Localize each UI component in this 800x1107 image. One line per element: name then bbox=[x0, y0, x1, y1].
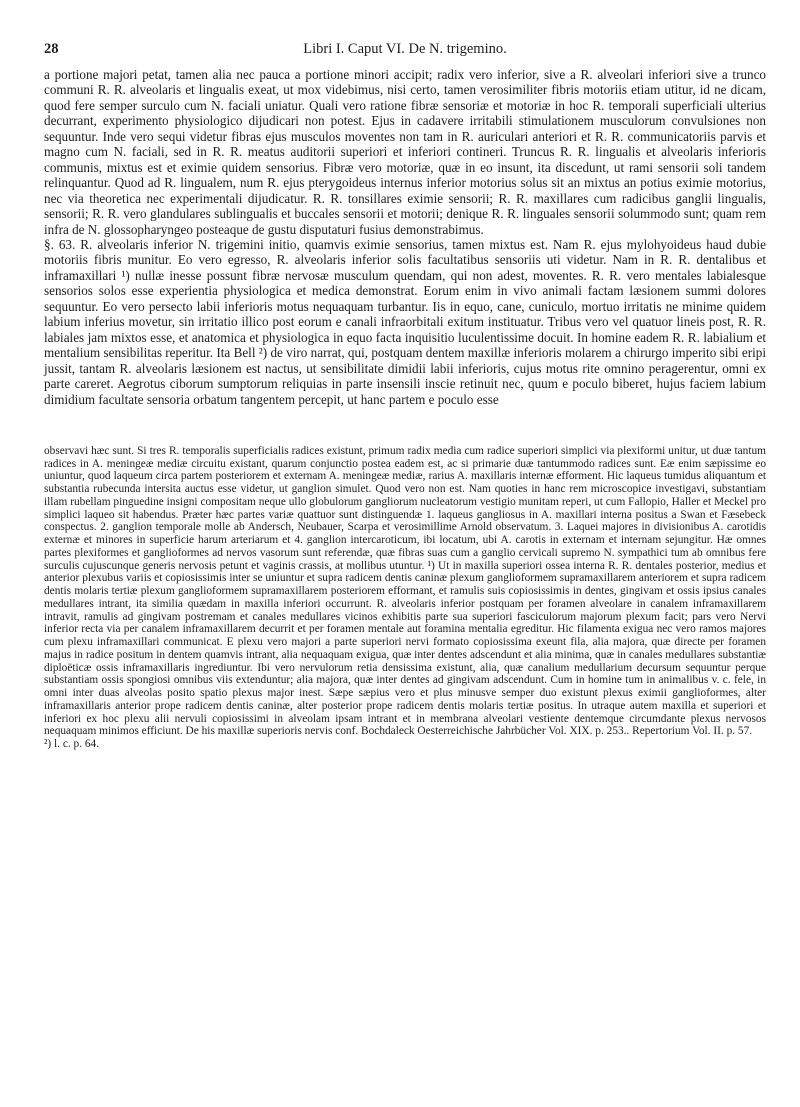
section-paragraph: §. 63. R. alveolaris inferior N. trigemini initio, quamvis eximie sensorius, tamen mixtus est. Nam R. ejus mylohyoideus haud dubie motoriis fibris munitur. Eo vero egresso, R. alveolaris inferior solis facultatibus sensoriis uti videtur. Nam in R. R. dentalibus et inframaxillari ¹) nullæ inesse possunt fibræ nervosæ musculum quendam, qui non adest, moventes. R. R. vero mentales labialesque sensorios solos esse experientia physiologica et medica demonstrat. Eorum enim in vivo animali factam læsionem summi dolores sequuntur. Eo vero persecto labii inferioris motus nequaquam turbantur. Iis in equo, cane, cuniculo, mortuo irritatis ne minime quidem labium inferius movetur, sin irritatio illico post eorum e canali infraorbitali exitum instituatur. Tribus vero vel quatuor lineis post, R. R. labiales jam mixtos esse, et anatomica et physiologica in equo facta inquisitio luculentissime docuit. In homine eadem R. R. labialium et mentalium sensibilitas reperitur. Ita Bell ²) de viro narrat, qui, postquam dentem maxillæ inferioris molarem a chirurgo imperito sibi eripi jussit, tantam R. alveolaris læsionem est nactus, ut sensibilitate dimidii labii inferioris, cujus motus rite omnino peragerentur, omni ex parte careret. Aegrotus ciborum sumptorum reliquias in parte insensili inscie retinuit nec, quum e poculo biberet, hujus faciem labium dimidium facultate sensoria orbatum tangentem percepit, ut hanc partem e poculo esse bbox=[44, 236, 766, 407]
footnotes bbox=[44, 445, 766, 751]
page-header bbox=[44, 40, 766, 64]
main-text bbox=[44, 67, 766, 407]
page-number: 28 bbox=[44, 41, 59, 57]
footnote: ²) l. c. p. 64. bbox=[44, 738, 100, 751]
book-page bbox=[44, 40, 766, 751]
footnote: observavi hæc sunt. Si tres R. temporalis superficialis radices existunt, primum radix media cum radice superiori simplici via plexiformi unitur, ut duæ tantum radices in A. meningeæ mediæ circuitu existant, quarum conjunctio postea eadem est, ac si primarie duæ tantummodo radices sunt. Eæ enim sæpissime eo uniuntur, quod laqueum circa partem posteriorem et externam A. meningeæ mediæ, rarius A. maxillaris internæ efforment. Hic laqueus tumidus aliquantum et substantia rubecunda intersita auctus esse videtur, ut ganglion simulet. Quod vero non est. Nam quoties in hanc rem microscopice investigavi, substantiam illam rubellam pinguedine insigni compositam neque ullo globulorum gangliorum nucleatorum vestigio munitam reperi, ut cum Fallopio, Haller et Meckel pro simplici laqueo sit habendus. Præter hæc partes variæ quattuor sunt distinguendæ 1. laqueus gangliosus in A. maxillari interna positus a Swan et Fæsebeck conspectus. 2. ganglion temporale molle ab Andersch, Neubauer, Scarpa et verosimillime Arnold observatum. 3. Laquei majores in divisionibus A. carotidis externæ et minores in superficie harum arteriarum et 4. ganglion intercaroticum, ibi locatum, ubi A. carotis in externam et internam sejungitur. Hæ omnes partes plexiformes et ganglioformes ad nervos vasorum sunt referendæ, quæ fibras suas cum a ganglio cervicali supremo N. sympathici tum ab omnibus fere surculis cujuscunque generis nervosis petunt et vaginis crassis, at mollibus utuntur. ¹) Ut in maxilla superiori ossea interna R. R. dentales posterior, medius et anterior plexubus variis et copiosissimis inter se uniuntur et supra radicem dentis caninæ plexum ganglioformem supramaxillarem anteriorem et supra radicem dentis molaris tertiæ plexum ganglioformem supramaxillarem posteriorem efformant, et ramulis suis copiosissimis in dentes, gingivam et ossis ipsius canales medullares intrant, ita similia quædam in maxilla inferiori occurrunt. R. alveolaris inferior postquam per foramen alveolare in canalem inframaxillarem intravit, ramulis ad gingivam postremam et canales medullares vicinos exhibitis parte sua superiori fasciculorum majorum plexum facit; pars vero Nervi inferior recta via per canalem inframaxillarem decurrit et per foramen mentale aut foramina mentalia egreditur. Hic filamenta exigua nec vero ramos majores cum plexu inframaxillari communicat. E plexu vero majori a parte superiori nervi formato copiosissima exeunt fila, alia majora, quæ directe per foramen majus in radice positum in dentem quamvis intrant, alia nequaquam exigua, quæ inter dentes adscendunt et alia minima, quæ in canales medullares substantiæ diploëticæ ossis inframaxillaris ingrediuntur. Ibi vero nervulorum retia densissima existunt, alia, quæ canalium medullarium decursum sequuntur perque substantiam ossis spongiosi omnibus viis extenduntur; alia majora, quæ inter dentes ad gingivam adscendunt. Cum in homine tum in animalibus v. c. fele, in omni inter duas alveolas posito spatio plexus major inest. Sæpe sæpius vero et plus minusve semper duo existunt plexus eximii ganglioformes, alter inframaxillaris anterior prope radicem dentis caninæ, alter posterior prope radicem dentis molaris tertiæ positus. In utraque autem maxilla et superiori et inferiori ex hoc plexu alii nervuli copiosissimi in alveolam ipsam intrant et in membrana alveolari vestiente dentemque circumdante plexus nervosos nequaquam minimos efficiunt. De his maxillæ superioris nervis conf. Bochdaleck Oesterreichische Jahrbücher Vol. XIX. p. 253.. Repertorium Vol. II. p. 57. bbox=[44, 444, 766, 738]
body-paragraph: a portione majori petat, tamen alia nec pauca a portione minori accipit; radix vero inferior, sive a R. alveolari inferiori sive a trunco communi R. R. alveolaris et lingualis exeat, ut mox videbimus, nisi certo, tamen verosimiliter fibris motoriis etiam utitur, id ne dicam, quod fere semper surculo cum N. faciali uniatur. Quali vero ratione fibræ sensoriæ et motoriæ in hoc R. temporali superficiali ulterius decurrant, experimento physiologico dijudicari non potest. Ejus in cadavere irritabili stimulationem musculorum convulsiones non sequuntur. Inde vero sequi videtur fibras ejus musculos moventes non tam in R. auriculari anteriori et R. R. communicatoriis parvis et magno cum N. faciali, sed in R. R. meatus auditorii superiori et inferiori contineri. Truncus R. R. lingualis et alveolaris inferioris communis, mixtus est et eximie quidem sensorius. Fibræ vero motoriæ, quæ in eo insunt, ita discedunt, ut rami sensorii soli tandem relinquantur. Quod ad R. lingualem, num R. ejus pterygoideus internus inferior motorius solus sit an mixtus an potius eximie motorius, nec via theoretica nec experimentali dijudicatur. R. R. tonsillares eximie sensorii; R. R. maxillares cum radicibus ganglii lingualis, sensorii; R. R. vero glandulares sublingualis et buccales sensorii et motorii; denique R. R. linguales sensorii solummodo sunt; quam rem infra de N. glossopharyngeo posteaque de gustu disputaturi fusius demonstrabimus. bbox=[44, 67, 766, 237]
running-head: Libri I. Caput VI. De N. trigemino. bbox=[303, 41, 507, 57]
